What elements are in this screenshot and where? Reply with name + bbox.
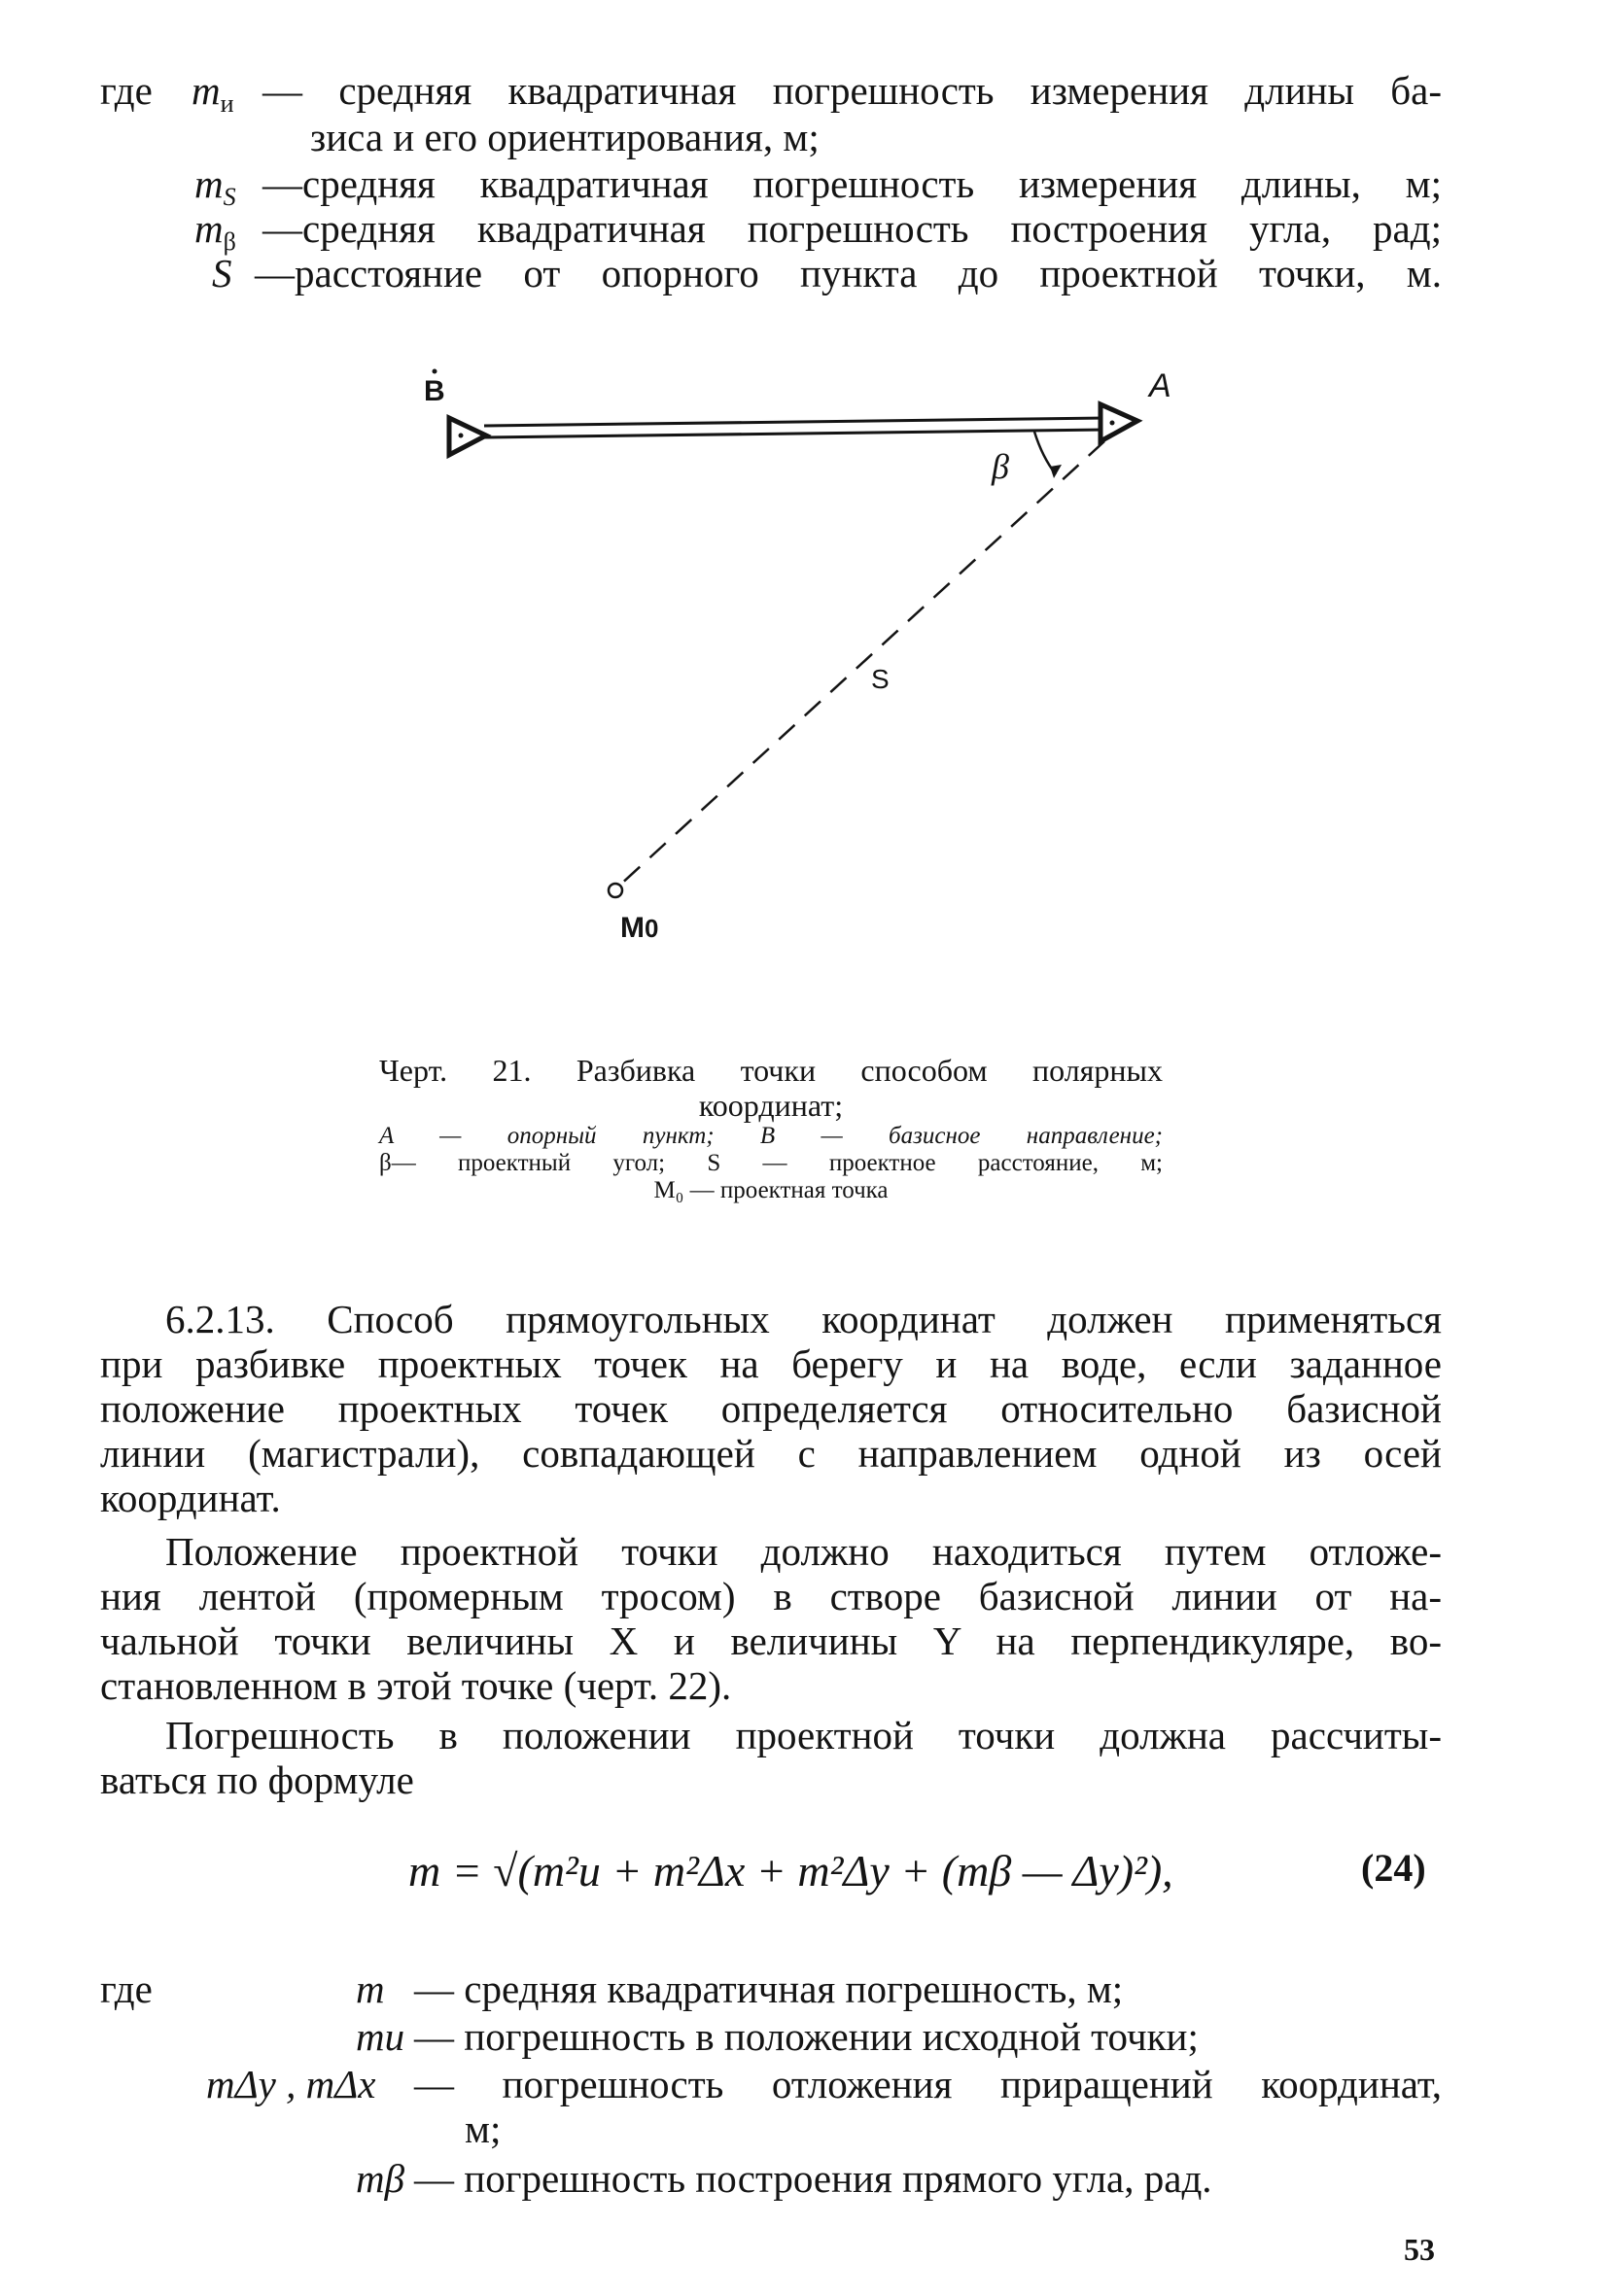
- point-m0-icon: [609, 884, 622, 897]
- label-s: S: [871, 664, 890, 694]
- symbol-m-beta: $m_\beta$: [194, 206, 236, 256]
- page-number: 53: [1404, 2232, 1435, 2267]
- caption-line-1: A — опорный пункт; B — базисное направление;: [379, 1123, 1163, 1149]
- para1-line: положение проектных точек определяется относительно базисной: [100, 1386, 1442, 1431]
- symbol-m-beta-bottom: mβ: [356, 2156, 405, 2201]
- paragraph-6-2-13: [100, 1297, 1442, 1520]
- caption-title: Черт. 21. Разбивка точки способом полярных: [379, 1053, 1163, 1088]
- para1-line: при разбивке проектных точек на берегу и на воде, если заданное: [100, 1341, 1442, 1386]
- symbol-m-i: $m_и$: [192, 68, 234, 118]
- paragraph-position: [100, 1529, 1442, 1708]
- def-m-beta: —средняя квадратичная погрешность построения угла, рад;: [262, 206, 1442, 251]
- caption-line-2: β— проектный угол; S — проектное расстояние, м;: [379, 1150, 1163, 1176]
- symbol-m-s: $m_S$: [194, 161, 236, 211]
- def-increments: — погрешность отложения приращений координат,: [414, 2062, 1442, 2106]
- para3-line: ваться по формуле: [100, 1757, 414, 1802]
- where-label-bottom: где: [100, 1966, 153, 2011]
- formula-number: (24): [1361, 1846, 1426, 1890]
- label-a: A: [1149, 367, 1171, 404]
- para1-line: линии (магистрали), совпадающей с направлением одной из осей: [100, 1431, 1442, 1476]
- triangle-a-icon: [1100, 404, 1137, 441]
- formula-24: [408, 1845, 1173, 1896]
- base-line-lower: [484, 430, 1106, 437]
- para1-line: координат.: [100, 1476, 281, 1520]
- def-m-i: — средняя квадратичная погрешность измерения длины ба-: [262, 68, 1443, 113]
- def-m-i-cont: зиса и его ориентирования, м;: [310, 115, 820, 159]
- label-m0: M0: [620, 912, 659, 944]
- base-line-upper: [484, 418, 1106, 426]
- caption-line-3: M₀ — проектная точка: [653, 1177, 889, 1203]
- para1-line: 6.2.13. Способ прямоугольных координат должен применяться: [165, 1297, 1442, 1341]
- angle-arrow-icon: [1050, 465, 1062, 478]
- def-m-s: —средняя квадратичная погрешность измерения длины, м;: [262, 161, 1442, 206]
- paragraph-error: [100, 1713, 1442, 1802]
- para2-line: чальной точки величины X и величины Y на перпендикуляре, во-: [100, 1618, 1442, 1663]
- symbol-m-i-bottom: mи: [356, 2014, 405, 2059]
- caption-title-cont: координат;: [698, 1088, 844, 1123]
- para2-line: Положение проектной точки должно находиться путем отложе-: [165, 1529, 1442, 1574]
- symbol-s: S: [212, 251, 232, 296]
- formula-text: m = √(m²и + m²Δx + m²Δy + (mβ — Δy)²),: [408, 1846, 1173, 1896]
- para3-line: Погрешность в положении проектной точки должна рассчиты-: [165, 1713, 1442, 1757]
- para2-line: ния лентой (промерным тросом) в створе базисной линии от на-: [100, 1574, 1442, 1618]
- def-m-i-bottom: — погрешность в положении исходной точки;: [414, 2014, 1199, 2059]
- triangle-b-icon: [449, 418, 486, 455]
- def-m: — средняя квадратичная погрешность, м;: [414, 1966, 1124, 2011]
- where-label-top: где: [100, 68, 153, 113]
- label-b: B: [424, 375, 445, 407]
- figure-caption: [379, 1053, 1163, 1123]
- label-beta: β: [992, 447, 1009, 486]
- def-increments-cont: м;: [465, 2106, 502, 2151]
- distance-s-line: [618, 441, 1104, 887]
- symbol-m-dy-dx: mΔy , mΔx: [206, 2062, 376, 2106]
- def-right-angle: — погрешность построения прямого угла, рад.: [414, 2156, 1212, 2201]
- caption-legend: [379, 1123, 1163, 1204]
- para2-line: становленном в этой точке (черт. 22).: [100, 1663, 732, 1708]
- def-s: —расстояние от опорного пункта до проектной точки, м.: [255, 251, 1442, 296]
- symbol-m: m: [356, 1966, 385, 2011]
- figure-polar-coordinates: [389, 350, 1225, 953]
